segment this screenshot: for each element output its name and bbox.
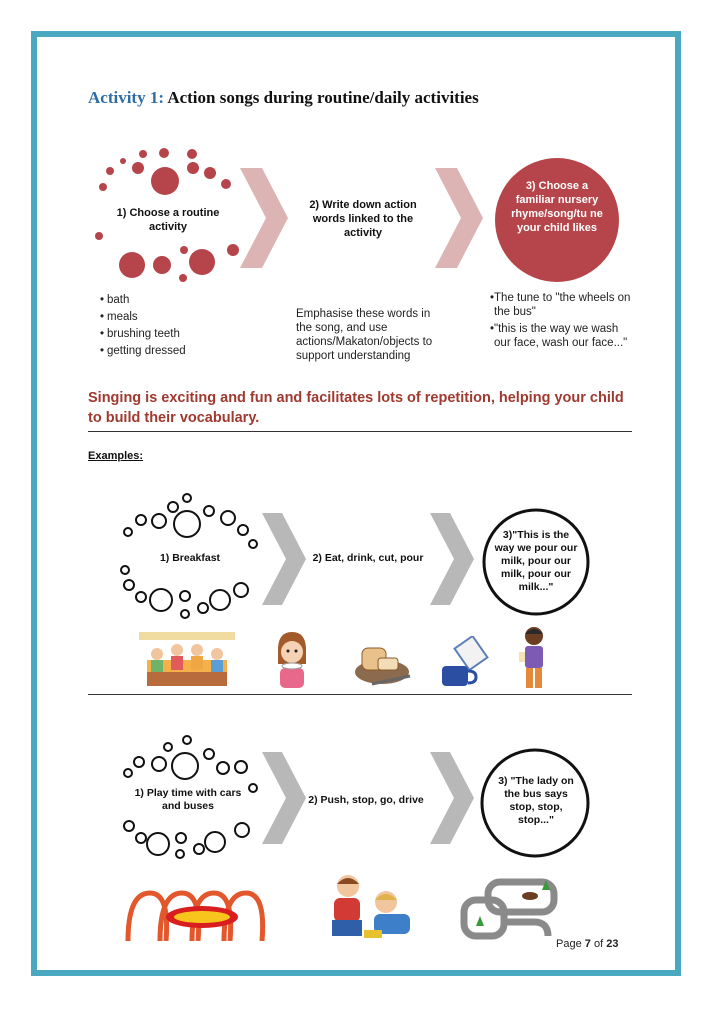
list-item: • meals <box>100 311 138 323</box>
example2-step1: 1) Play time with cars and buses <box>134 787 242 812</box>
boy-drinking-icon <box>517 624 551 690</box>
list-item: • The tune to "the wheels on the bus" <box>490 292 631 318</box>
tune-list <box>490 291 638 350</box>
examples-heading: Examples: <box>88 450 144 462</box>
list-item: • getting dressed <box>100 345 186 357</box>
example1-step1: 1) Breakfast <box>159 552 221 564</box>
bread-knife-icon <box>352 636 412 688</box>
list-item: • "this is the way we wash our face, wash our face..." <box>490 323 628 349</box>
chevron-arrow-icon <box>262 513 308 605</box>
chevron-arrow-icon <box>240 168 290 268</box>
page-number: Page 7 of 23 <box>556 938 619 950</box>
activity-label: Activity 1: <box>88 88 165 107</box>
list-item: • bath <box>100 294 130 306</box>
boys-playing-icon <box>318 872 418 944</box>
chevron-arrow-icon <box>262 752 308 844</box>
toy-car-track-icon <box>120 883 280 941</box>
list-item: • brushing teeth <box>100 328 180 340</box>
example1-step3: 3)"This is the way we pour our milk, pour our milk, pour our milk..." <box>494 529 578 593</box>
road-map-icon <box>458 876 562 946</box>
milk-pour-icon <box>440 636 492 688</box>
example2-step2: 2) Push, stop, go, drive <box>308 794 424 806</box>
step3-label: 3) Choose a familiar nursery rhyme/song/tu ne your child likes <box>511 180 603 234</box>
example2-step3: 3) "The lady on the bus says stop, stop, stop..." <box>498 775 574 826</box>
activity-title <box>88 88 479 108</box>
divider <box>88 431 632 432</box>
highlight-statement: Singing is exciting and fun and facilitates lots of repetition, helping your child to build their vocabulary. <box>88 390 624 426</box>
divider <box>88 694 632 695</box>
chevron-arrow-icon <box>430 752 476 844</box>
family-breakfast-icon <box>137 630 237 690</box>
girl-eating-icon <box>272 628 312 690</box>
example1-step2: 2) Eat, drink, cut, pour <box>312 552 424 564</box>
step2-label: 2) Write down action words linked to the activity <box>309 199 417 239</box>
routine-list <box>100 292 250 360</box>
chevron-arrow-icon <box>430 513 476 605</box>
chevron-arrow-icon <box>435 168 485 268</box>
activity-title-text: Action songs during routine/daily activities <box>167 88 479 107</box>
step1-label: 1) Choose a routine activity <box>116 207 220 233</box>
emphasis-note: Emphasise these words in the song, and use actions/Makaton/objects to support understanding <box>296 308 433 362</box>
